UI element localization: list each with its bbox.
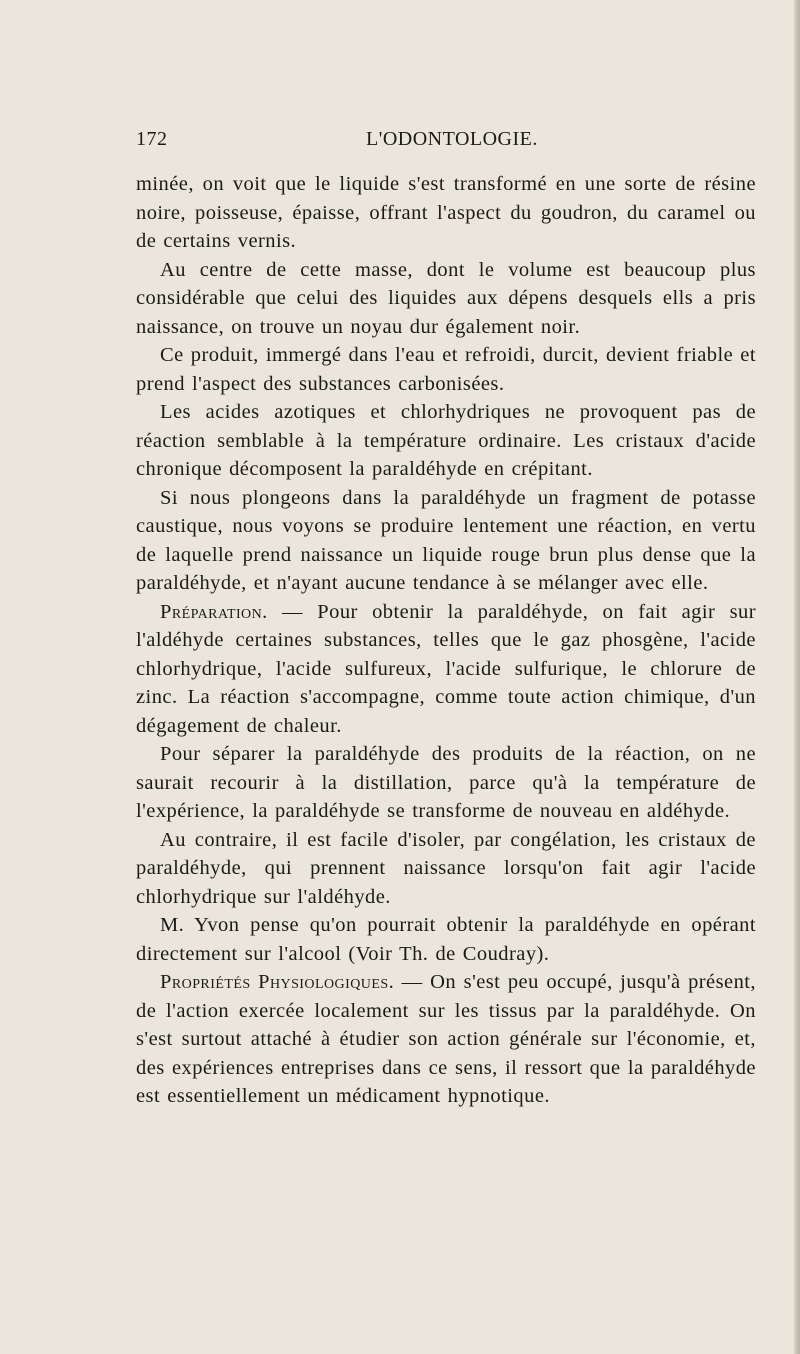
- section-heading: Préparation.: [160, 600, 268, 623]
- paragraph: [136, 256, 756, 342]
- body-text: [136, 170, 756, 1111]
- section-heading: Propriétés Physiologiques.: [160, 971, 395, 993]
- paragraph-text: Les acides azotiques et chlorhydriques ne provoquent pas de réaction semblable à la température ordinaire. Les cristaux d'acide chronique décomposent la paraldéhyde en crépitant.: [136, 401, 756, 480]
- paragraph: [136, 341, 756, 398]
- paragraph-text: minée, on voit que le liquide s'est transformé en une sorte de résine noire, poisseuse, épaisse, offrant l'aspect du goudron, du caramel ou de certains vernis.: [136, 173, 756, 252]
- section-paragraph: [136, 968, 756, 1111]
- paragraph-text: — Pour obtenir la paraldéhyde, on fait agir sur l'aldéhyde certaines substances, telles que le gaz phosgène, l'acide chlorhydrique, l'acide sulfureux, l'acide sulfurique, le chlorure de zinc. La réaction s'accompagne, comme toute action chimique, d'un dégagement de chaleur.: [136, 600, 756, 737]
- page-edge: [794, 0, 800, 1354]
- paragraph-text: Au centre de cette masse, dont le volume est beaucoup plus considérable que celui des liquides aux dépens desquels ells a pris naissance, on trouve un noyau dur également noir.: [136, 258, 756, 338]
- paragraph: [136, 740, 756, 826]
- paragraph-text: — On s'est peu occupé, jusqu'à présent, de l'action exercée localement sur les tissus par la paraldéhyde. On s'est surtout attaché à étudier son action générale sur l'économie, et, des expériences entreprises dans ce sens, il ressort que la paraldéhyde est essentiellement un médicament hypnotique.: [136, 971, 756, 1107]
- paragraph: [136, 398, 756, 484]
- page-number: 172: [136, 128, 168, 150]
- paragraph-text: Ce produit, immergé dans l'eau et refroidi, durcit, devient friable et prend l'aspect des substances carbonisées.: [136, 344, 756, 395]
- section-paragraph: [136, 598, 756, 741]
- paragraph-text: Pour séparer la paraldéhyde des produits de la réaction, on ne saurait recourir à la distillation, parce qu'à la température de l'expérience, la paraldéhyde se transforme de nouveau en aldéhyde.: [136, 743, 756, 822]
- paragraph: [136, 911, 756, 968]
- running-header: [136, 128, 756, 156]
- paragraph: [136, 484, 756, 598]
- paragraph-text: Si nous plongeons dans la paraldéhyde un fragment de potasse caustique, nous voyons se produire lentement une réaction, en vertu de laquelle prend naissance un liquide rouge brun plus dense que la paraldéhyde, et n'ayant aucune tendance à se mélanger avec elle.: [136, 486, 756, 594]
- paragraph: [136, 826, 756, 912]
- paragraph: [136, 170, 756, 256]
- paragraph-text: Au contraire, il est facile d'isoler, par congélation, les cristaux de paraldéhyde, qui prennent naissance lorsqu'on fait agir l'acide chlorhydrique sur l'aldéhyde.: [136, 828, 756, 908]
- running-title: L'ODONTOLOGIE.: [366, 128, 538, 150]
- paragraph-text: M. Yvon pense qu'on pourrait obtenir la paraldéhyde en opérant directement sur l'alcool (Voir Th. de Coudray).: [136, 914, 756, 965]
